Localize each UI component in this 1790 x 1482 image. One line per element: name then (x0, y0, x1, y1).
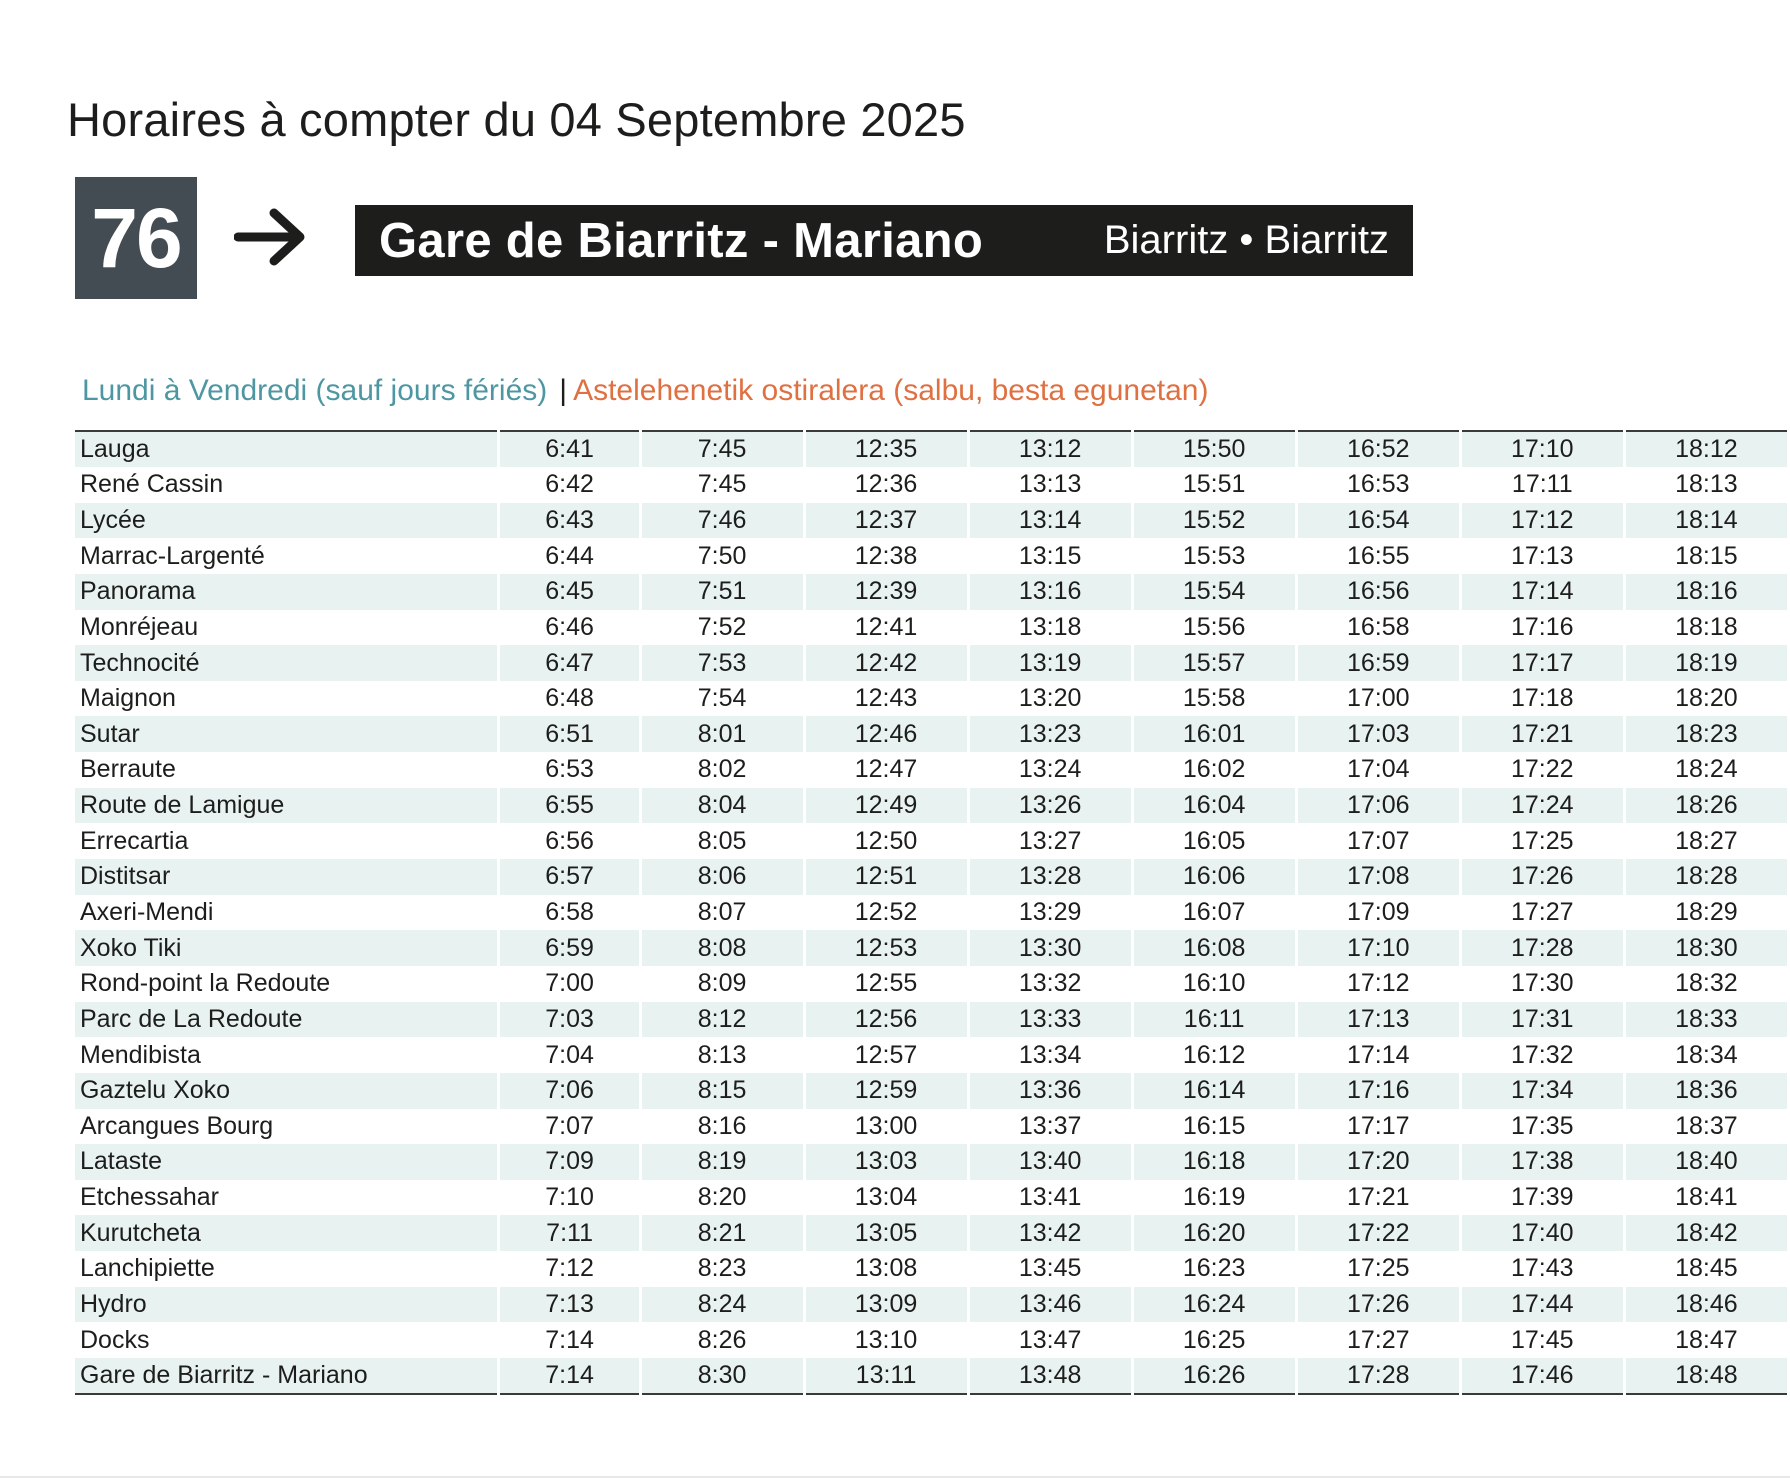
departure-time: 6:42 (545, 470, 594, 499)
departure-time: 16:04 (1134, 788, 1295, 824)
table-row (75, 574, 1787, 610)
departure-time: 15:51 (1182, 470, 1246, 499)
departure-time: 18:12 (1626, 430, 1787, 467)
departure-time: 6:58 (545, 898, 594, 926)
departure-time: 7:09 (500, 1144, 638, 1180)
departure-time: 7:50 (697, 541, 747, 570)
departure-time: 12:59 (806, 1073, 967, 1109)
departure-time: 15:53 (1182, 541, 1246, 570)
table-row (75, 610, 1787, 646)
stop-name: Rond-point la Redoute (80, 969, 331, 998)
departure-time: 13:46 (970, 1287, 1131, 1323)
service-days-separator: | (559, 374, 568, 407)
departure-time: 18:32 (1675, 969, 1738, 998)
departure-time: 13:13 (1018, 470, 1082, 499)
departure-time: 17:07 (1346, 826, 1410, 855)
departure-time: 13:26 (970, 788, 1131, 824)
departure-time: 12:37 (806, 503, 967, 539)
departure-time: 6:48 (545, 684, 594, 713)
departure-time: 16:54 (1298, 503, 1459, 539)
table-row (75, 1073, 1787, 1109)
departure-time: 13:30 (970, 930, 1131, 966)
departure-time: 13:40 (970, 1144, 1131, 1180)
departure-time: 12:46 (806, 716, 967, 752)
table-row (75, 645, 1787, 681)
departure-time: 6:41 (500, 430, 638, 467)
departure-time: 16:10 (1182, 969, 1246, 998)
departure-time: 8:05 (697, 826, 747, 855)
departure-time: 7:06 (500, 1073, 638, 1109)
departure-time: 18:37 (1675, 1111, 1738, 1140)
departure-time: 12:57 (854, 1040, 918, 1069)
departure-time: 8:01 (642, 716, 803, 752)
departure-time: 17:28 (1462, 930, 1623, 966)
departure-time: 12:55 (854, 969, 918, 998)
stop-name: Kurutcheta (75, 1215, 497, 1251)
table-row (75, 1180, 1787, 1216)
departure-time: 16:52 (1298, 430, 1459, 467)
departure-time: 7:14 (500, 1358, 638, 1395)
departure-time: 13:37 (1018, 1111, 1082, 1140)
departure-time: 12:38 (854, 541, 918, 570)
departure-time: 13:24 (1018, 755, 1082, 784)
departure-time: 18:29 (1675, 898, 1738, 926)
stop-name: Lauga (75, 430, 497, 467)
departure-time: 7:04 (545, 1040, 594, 1069)
departure-time: 16:15 (1182, 1111, 1246, 1140)
departure-time: 17:04 (1346, 755, 1410, 784)
departure-time: 18:40 (1626, 1144, 1787, 1180)
departure-time: 6:57 (500, 859, 638, 895)
departure-time: 6:47 (500, 645, 638, 681)
departure-time: 7:11 (500, 1215, 638, 1251)
departure-time: 13:29 (1018, 898, 1082, 926)
departure-time: 18:33 (1626, 1002, 1787, 1038)
departure-time: 12:56 (806, 1002, 967, 1038)
departure-time: 8:02 (697, 755, 747, 784)
departure-time: 17:12 (1462, 503, 1623, 539)
departure-time: 17:34 (1462, 1073, 1623, 1109)
departure-time: 12:52 (854, 898, 918, 926)
departure-time: 13:32 (1018, 969, 1082, 998)
departure-time: 18:15 (1675, 541, 1738, 570)
departure-time: 7:03 (500, 1002, 638, 1038)
service-days (82, 374, 1208, 408)
departure-time: 6:51 (500, 716, 638, 752)
departure-time: 8:12 (642, 1002, 803, 1038)
departure-time: 16:59 (1298, 645, 1459, 681)
stop-name: Monréjeau (80, 612, 199, 641)
departure-time: 17:25 (1346, 1254, 1410, 1283)
departure-time: 13:08 (854, 1254, 918, 1283)
departure-time: 8:04 (642, 788, 803, 824)
departure-time: 7:00 (545, 969, 594, 998)
departure-time: 17:17 (1462, 645, 1623, 681)
departure-time: 8:09 (697, 969, 747, 998)
table-row (75, 895, 1787, 931)
stop-name: Lataste (75, 1144, 497, 1180)
departure-time: 17:45 (1511, 1325, 1574, 1354)
table-row (75, 503, 1787, 539)
departure-time: 12:42 (806, 645, 967, 681)
departure-time: 12:39 (806, 574, 967, 610)
departure-time: 6:44 (545, 541, 594, 570)
departure-time: 17:21 (1346, 1183, 1410, 1212)
departure-time: 17:39 (1511, 1183, 1574, 1212)
departure-time: 18:42 (1626, 1215, 1787, 1251)
departure-time: 17:14 (1346, 1040, 1410, 1069)
departure-time: 17:31 (1462, 1002, 1623, 1038)
departure-time: 18:14 (1626, 503, 1787, 539)
departure-time: 13:03 (806, 1144, 967, 1180)
stop-name: Gaztelu Xoko (75, 1073, 497, 1109)
departure-time: 17:27 (1346, 1325, 1410, 1354)
departure-time: 12:51 (806, 859, 967, 895)
departure-time: 18:20 (1675, 684, 1738, 713)
departure-time: 12:50 (854, 826, 918, 855)
table-row (75, 859, 1787, 895)
departure-time: 6:43 (500, 503, 638, 539)
departure-time: 16:55 (1346, 541, 1410, 570)
departure-time: 18:19 (1626, 645, 1787, 681)
departure-time: 13:12 (970, 430, 1131, 467)
departure-time: 15:50 (1134, 430, 1295, 467)
table-row (75, 681, 1787, 717)
departure-time: 13:42 (970, 1215, 1131, 1251)
departure-time: 13:14 (970, 503, 1131, 539)
departure-time: 16:11 (1134, 1002, 1295, 1038)
page-bottom-divider (0, 1476, 1790, 1478)
timetable (72, 430, 1790, 1395)
departure-time: 18:16 (1626, 574, 1787, 610)
departure-time: 8:08 (642, 930, 803, 966)
departure-time: 6:45 (500, 574, 638, 610)
departure-time: 7:45 (642, 430, 803, 467)
stop-name: Arcangues Bourg (80, 1111, 274, 1140)
departure-time: 16:20 (1134, 1215, 1295, 1251)
page-title: Horaires à compter du 04 Septembre 2025 (67, 93, 966, 146)
departure-time: 17:26 (1462, 859, 1623, 895)
departure-time: 16:53 (1346, 470, 1410, 499)
table-row (75, 1037, 1787, 1073)
stop-name: Sutar (75, 716, 497, 752)
departure-time: 18:45 (1675, 1254, 1738, 1283)
departure-time: 17:22 (1298, 1215, 1459, 1251)
departure-time: 17:10 (1462, 430, 1623, 467)
arrow-right-icon (234, 207, 308, 267)
departure-time: 13:20 (1018, 684, 1082, 713)
departure-time: 18:26 (1626, 788, 1787, 824)
departure-time: 7:45 (697, 470, 747, 499)
departure-time: 12:43 (854, 684, 918, 713)
table-row (75, 1144, 1787, 1180)
table-row (75, 823, 1787, 859)
departure-time: 17:46 (1462, 1358, 1623, 1395)
departure-time: 6:46 (545, 612, 594, 641)
service-days-basque: Astelehenetik ostiralera (salbu, besta egunetan) (573, 374, 1209, 407)
departure-time: 8:07 (697, 898, 747, 926)
stop-name: René Cassin (80, 470, 224, 499)
stop-name: Technocité (75, 645, 497, 681)
departure-time: 13:10 (854, 1325, 918, 1354)
departure-time: 15:56 (1182, 612, 1246, 641)
departure-time: 7:53 (642, 645, 803, 681)
departure-time: 17:03 (1298, 716, 1459, 752)
departure-time: 8:20 (697, 1183, 747, 1212)
departure-time: 17:44 (1462, 1287, 1623, 1323)
departure-time: 17:24 (1462, 788, 1623, 824)
table-row (75, 1322, 1787, 1358)
table-row (75, 1215, 1787, 1251)
departure-time: 16:07 (1182, 898, 1246, 926)
departure-time: 13:23 (970, 716, 1131, 752)
departure-time: 17:25 (1511, 826, 1574, 855)
departure-time: 8:26 (697, 1325, 747, 1354)
departure-time: 8:15 (642, 1073, 803, 1109)
stop-name: Route de Lamigue (75, 788, 497, 824)
departure-time: 18:30 (1626, 930, 1787, 966)
departure-time: 18:34 (1675, 1040, 1738, 1069)
table-row (75, 752, 1787, 788)
departure-time: 8:19 (642, 1144, 803, 1180)
table-row (75, 430, 1787, 467)
departure-time: 17:13 (1511, 541, 1574, 570)
departure-time: 16:05 (1182, 826, 1246, 855)
departure-time: 16:08 (1134, 930, 1295, 966)
stop-name: Errecartia (80, 826, 189, 855)
departure-time: 6:56 (545, 826, 594, 855)
table-row (75, 716, 1787, 752)
departure-time: 13:47 (1018, 1325, 1082, 1354)
departure-time: 17:11 (1511, 470, 1573, 499)
departure-time: 17:35 (1511, 1111, 1574, 1140)
departure-time: 17:27 (1511, 898, 1574, 926)
table-row (75, 1287, 1787, 1323)
departure-time: 17:08 (1298, 859, 1459, 895)
departure-time: 18:18 (1675, 612, 1738, 641)
departure-time: 12:35 (806, 430, 967, 467)
destination-name: Gare de Biarritz - Mariano (379, 213, 984, 268)
departure-time: 17:20 (1298, 1144, 1459, 1180)
departure-time: 17:22 (1511, 755, 1574, 784)
departure-time: 8:21 (642, 1215, 803, 1251)
departure-time: 12:41 (854, 612, 918, 641)
departure-time: 17:00 (1346, 684, 1410, 713)
stop-name: Lanchipiette (80, 1254, 215, 1283)
departure-time: 16:01 (1134, 716, 1295, 752)
departure-time: 18:48 (1626, 1358, 1787, 1395)
departure-time: 18:47 (1675, 1325, 1738, 1354)
departure-time: 15:58 (1182, 684, 1246, 713)
departure-time: 16:58 (1346, 612, 1410, 641)
stop-name: Xoko Tiki (75, 930, 497, 966)
destination-city: Biarritz • Biarritz (1103, 218, 1389, 262)
departure-time: 17:28 (1298, 1358, 1459, 1395)
departure-time: 7:13 (500, 1287, 638, 1323)
departure-time: 12:36 (854, 470, 918, 499)
departure-time: 12:47 (854, 755, 918, 784)
stop-name: Mendibista (80, 1040, 201, 1069)
stop-name: Etchessahar (80, 1183, 219, 1212)
stop-name: Distitsar (75, 859, 497, 895)
departure-time: 13:33 (970, 1002, 1131, 1038)
departure-time: 15:52 (1134, 503, 1295, 539)
departure-time: 7:12 (545, 1254, 594, 1283)
departure-time: 13:28 (970, 859, 1131, 895)
departure-time: 6:53 (545, 755, 594, 784)
departure-time: 16:14 (1134, 1073, 1295, 1109)
departure-time: 17:09 (1346, 898, 1410, 926)
departure-time: 6:59 (500, 930, 638, 966)
departure-time: 16:26 (1134, 1358, 1295, 1395)
departure-time: 17:10 (1298, 930, 1459, 966)
stop-name: Parc de La Redoute (75, 1002, 497, 1038)
departure-time: 18:24 (1675, 755, 1738, 784)
departure-time: 15:57 (1134, 645, 1295, 681)
departure-time: 7:51 (642, 574, 803, 610)
departure-time: 6:55 (500, 788, 638, 824)
departure-time: 13:09 (806, 1287, 967, 1323)
stop-name: Marrac-Largenté (80, 541, 265, 570)
departure-time: 8:16 (697, 1111, 747, 1140)
departure-time: 16:23 (1182, 1254, 1246, 1283)
departure-time: 8:23 (697, 1254, 747, 1283)
table-row (75, 1002, 1787, 1038)
departure-time: 16:25 (1182, 1325, 1246, 1354)
departure-time: 13:45 (1018, 1254, 1082, 1283)
departure-time: 17:06 (1298, 788, 1459, 824)
departure-time: 18:27 (1675, 826, 1738, 855)
departure-time: 8:06 (642, 859, 803, 895)
departure-time: 18:28 (1626, 859, 1787, 895)
table-row (75, 538, 1787, 574)
stop-name: Hydro (75, 1287, 497, 1323)
departure-time: 13:15 (1018, 541, 1082, 570)
departure-time: 16:12 (1182, 1040, 1246, 1069)
departure-time: 13:04 (854, 1183, 918, 1212)
departure-time: 17:26 (1298, 1287, 1459, 1323)
departure-time: 7:46 (642, 503, 803, 539)
departure-time: 13:19 (970, 645, 1131, 681)
table-row (75, 467, 1787, 503)
departure-time: 17:30 (1511, 969, 1574, 998)
stop-name: Axeri-Mendi (80, 898, 214, 926)
departure-time: 17:21 (1462, 716, 1623, 752)
table-row (75, 1358, 1787, 1395)
departure-time: 18:23 (1626, 716, 1787, 752)
departure-time: 17:16 (1511, 612, 1574, 641)
line-number-badge: 76 (75, 177, 197, 299)
departure-time: 13:16 (970, 574, 1131, 610)
stop-name: Maignon (80, 684, 176, 713)
departure-time: 15:54 (1134, 574, 1295, 610)
departure-time: 16:19 (1182, 1183, 1246, 1212)
table-row (75, 788, 1787, 824)
departure-time: 13:05 (806, 1215, 967, 1251)
departure-time: 17:43 (1511, 1254, 1574, 1283)
departure-time: 8:24 (642, 1287, 803, 1323)
departure-time: 16:06 (1134, 859, 1295, 895)
departure-time: 18:36 (1626, 1073, 1787, 1109)
departure-time: 18:46 (1626, 1287, 1787, 1323)
stop-name: Gare de Biarritz - Mariano (75, 1358, 497, 1395)
stop-name: Berraute (80, 755, 176, 784)
departure-time: 7:54 (697, 684, 747, 713)
table-row (75, 1251, 1787, 1287)
departure-time: 16:18 (1134, 1144, 1295, 1180)
service-days-french: Lundi à Vendredi (sauf jours fériés) (82, 374, 548, 407)
table-row (75, 966, 1787, 1002)
stop-name: Lycée (75, 503, 497, 539)
departure-time: 12:53 (806, 930, 967, 966)
departure-time: 7:52 (697, 612, 747, 641)
stop-name: Panorama (75, 574, 497, 610)
departure-time: 18:41 (1675, 1183, 1738, 1212)
departure-time: 13:27 (1018, 826, 1082, 855)
departure-time: 13:48 (970, 1358, 1131, 1395)
departure-time: 17:32 (1511, 1040, 1574, 1069)
departure-time: 16:02 (1182, 755, 1246, 784)
departure-time: 8:13 (697, 1040, 747, 1069)
departure-time: 13:34 (1018, 1040, 1082, 1069)
departure-time: 18:13 (1675, 470, 1738, 499)
departure-time: 12:49 (806, 788, 967, 824)
table-row (75, 930, 1787, 966)
departure-time: 13:41 (1018, 1183, 1082, 1212)
departure-time: 17:14 (1462, 574, 1623, 610)
departure-time: 17:12 (1346, 969, 1410, 998)
departure-time: 7:07 (545, 1111, 594, 1140)
departure-time: 16:56 (1298, 574, 1459, 610)
departure-time: 13:18 (1018, 612, 1082, 641)
departure-time: 17:38 (1462, 1144, 1623, 1180)
departure-time: 8:30 (642, 1358, 803, 1395)
departure-time: 17:13 (1298, 1002, 1459, 1038)
destination-bar (355, 205, 1413, 276)
departure-time: 17:18 (1511, 684, 1574, 713)
departure-time: 17:40 (1462, 1215, 1623, 1251)
departure-time: 17:16 (1298, 1073, 1459, 1109)
departure-time: 7:10 (545, 1183, 594, 1212)
departure-time: 13:11 (806, 1358, 967, 1395)
departure-time: 7:14 (545, 1325, 594, 1354)
departure-time: 13:36 (970, 1073, 1131, 1109)
table-row (75, 1109, 1787, 1145)
stop-name: Docks (80, 1325, 150, 1354)
departure-time: 17:17 (1346, 1111, 1410, 1140)
departure-time: 16:24 (1134, 1287, 1295, 1323)
departure-time: 13:00 (854, 1111, 918, 1140)
